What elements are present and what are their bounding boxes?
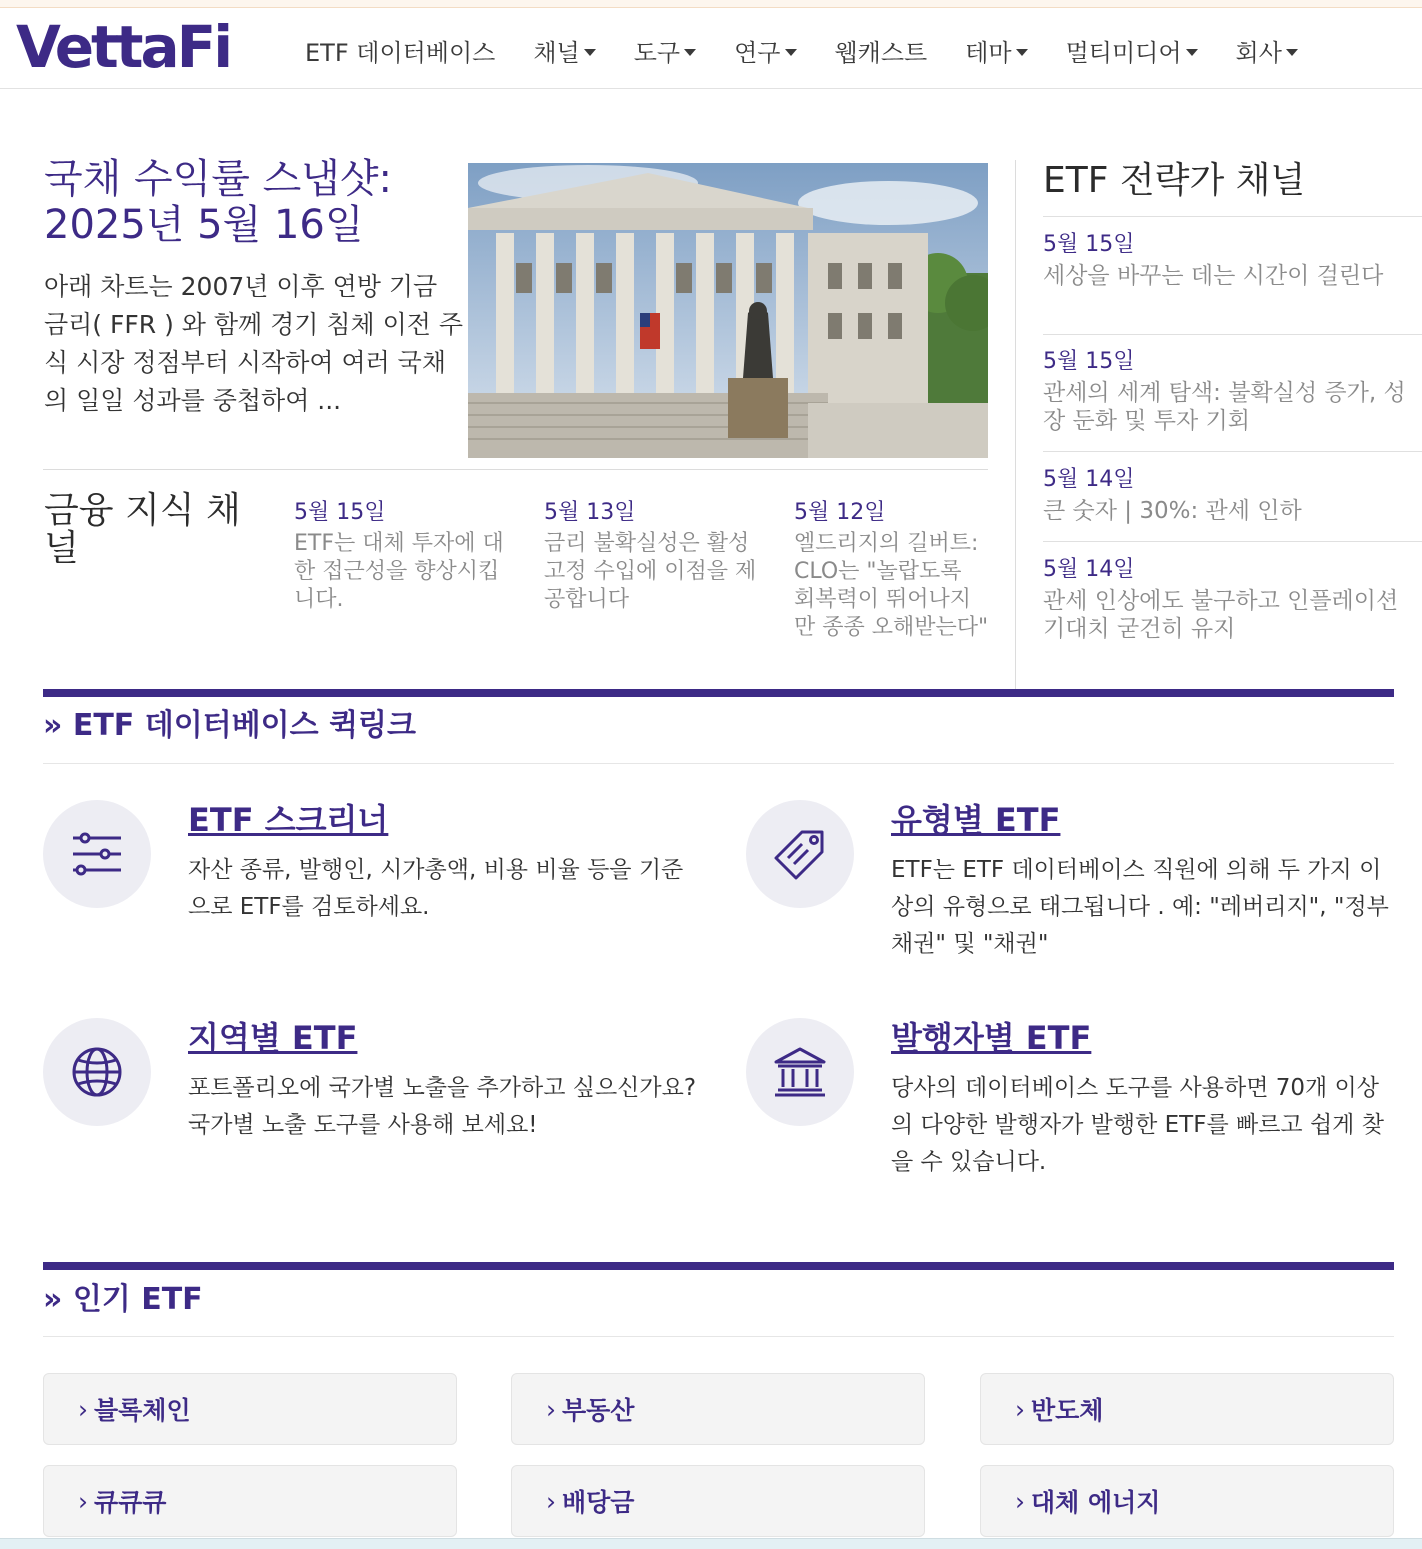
main-nav (305, 33, 1298, 68)
hero-treasury-building-image[interactable] (468, 163, 988, 458)
article-date: 5월 15일 (294, 500, 386, 525)
sliders-icon (69, 826, 125, 882)
popular-item-semiconductor[interactable] (980, 1373, 1394, 1445)
article-title[interactable]: 엘드리지의 길버트: CLO는 "놀랍도록 회복력이 뛰어나지만 종종 오해받는다" (794, 531, 989, 640)
nav-label: 멀티미디어 (1065, 39, 1182, 67)
quicklinks-section-bar (43, 689, 1394, 697)
strategist-article-2[interactable] (1043, 349, 1422, 435)
caret-down-icon (1016, 49, 1028, 56)
popular-item-alternative-energy[interactable] (980, 1465, 1394, 1537)
column-divider (1015, 160, 1016, 690)
nav-etf-database[interactable] (305, 33, 495, 68)
globe-icon (69, 1044, 125, 1100)
chevron-right-icon: › (78, 1486, 88, 1516)
strategist-divider (1043, 541, 1422, 542)
nav-themes[interactable] (965, 33, 1027, 68)
nav-company[interactable] (1236, 33, 1298, 68)
bank-icon (772, 1044, 828, 1100)
site-header (0, 9, 1422, 89)
vettafi-logo[interactable]: VettaFi (16, 13, 231, 81)
article-date: 5월 15일 (1043, 349, 1135, 374)
quicklinks-heading: » ETF 데이터베이스 퀵링크 (43, 708, 416, 743)
caret-down-icon (1186, 49, 1198, 56)
nav-label: ETF 데이터베이스 (305, 39, 496, 67)
caret-down-icon (684, 49, 696, 56)
financial-knowledge-channel-title[interactable]: 금융 지식 채널 (44, 490, 241, 569)
article-date: 5월 15일 (1043, 232, 1135, 257)
etf-strategist-channel-title[interactable]: ETF 전략가 채널 (1043, 160, 1306, 201)
article-date: 5월 12일 (794, 500, 886, 525)
hero-article-title[interactable]: 국채 수익률 스냅샷: 2025년 5월 16일 (44, 156, 393, 248)
quicklink-icon-circle[interactable] (746, 1018, 854, 1126)
quicklink-title[interactable]: 발행자별 ETF (891, 1019, 1092, 1057)
nav-multimedia[interactable] (1066, 33, 1198, 68)
chevron-right-icon: › (546, 1394, 556, 1424)
quicklink-description: 포트폴리오에 국가별 노출을 추가하고 싶으신가요? 국가별 노출 도구를 사용해 보세요! (188, 1075, 697, 1138)
article-title[interactable]: 관세 인상에도 불구하고 인플레이션 기대치 굳건히 유지 (1043, 588, 1399, 642)
article-date: 5월 14일 (1043, 557, 1135, 582)
caret-down-icon (785, 49, 797, 56)
popular-item-label: 부동산 (562, 1396, 635, 1425)
popular-section-bar (43, 1262, 1394, 1270)
nav-tools[interactable] (634, 33, 696, 68)
tag-icon (772, 826, 828, 882)
nav-webcasts[interactable] (835, 33, 928, 68)
chevron-right-icon: › (1015, 1486, 1025, 1516)
nav-label: 채널 (533, 39, 580, 67)
fk-article-3[interactable] (794, 500, 989, 642)
hero-article-description: 아래 차트는 2007년 이후 연방 기금 금리( FFR ) 와 함께 경기 침체 이전 주식 시장 정점부터 시작하여 여러 국채의 일일 성과를 중첩하여 ... (44, 272, 464, 415)
popular-item-dividend[interactable] (511, 1465, 925, 1537)
popular-item-label: 반도체 (1031, 1396, 1104, 1425)
hero-divider (43, 469, 988, 470)
popular-item-real-estate[interactable] (511, 1373, 925, 1445)
strategist-divider (1043, 334, 1422, 335)
strategist-divider (1043, 216, 1422, 217)
popular-heading: » 인기 ETF (43, 1282, 203, 1317)
nav-label: 웹캐스트 (834, 39, 928, 67)
quicklink-description: 자산 종류, 발행인, 시가총액, 비용 비율 등을 기준으로 ETF를 검토하세요. (188, 857, 684, 920)
quicklinks-heading-divider (43, 763, 1394, 764)
quicklink-title[interactable]: ETF 스크리너 (188, 801, 389, 839)
popular-item-label: 블록체인 (94, 1396, 191, 1425)
caret-down-icon (584, 49, 596, 56)
popular-heading-divider (43, 1336, 1394, 1337)
strategist-article-1[interactable] (1043, 232, 1422, 290)
chevron-right-icon: › (1015, 1394, 1025, 1424)
popular-item-label: 배당금 (562, 1488, 635, 1517)
nav-channels[interactable] (533, 33, 595, 68)
popular-item-blockchain[interactable] (43, 1373, 457, 1445)
quicklink-icon-circle[interactable] (43, 1018, 151, 1126)
popular-item-label: 대체 에너지 (1031, 1488, 1161, 1517)
chevron-right-icon: › (78, 1394, 88, 1424)
quicklink-description: 당사의 데이터베이스 도구를 사용하면 70개 이상의 다양한 발행자가 발행한 ETF를 빠르고 쉽게 찾을 수 있습니다. (891, 1075, 1384, 1175)
nav-label: 연구 (734, 39, 781, 67)
article-date: 5월 14일 (1043, 467, 1135, 492)
strategist-article-3[interactable] (1043, 467, 1422, 525)
nav-label: 회사 (1235, 39, 1282, 67)
quicklink-description: ETF는 ETF 데이터베이스 직원에 의해 두 가지 이상의 유형으로 태그됩니다 . 예: "레버리지", "정부 채권" 및 "채권" (891, 857, 1389, 957)
popular-item-qqq[interactable] (43, 1465, 457, 1537)
quicklink-title[interactable]: 지역별 ETF (188, 1019, 358, 1057)
article-title[interactable]: 관세의 세계 탐색: 불확실성 증가, 성장 둔화 및 투자 기회 (1043, 380, 1406, 434)
quicklink-icon-circle[interactable] (43, 800, 151, 908)
bottom-edge-bar (0, 1538, 1422, 1549)
popular-item-label: 큐큐큐 (94, 1488, 167, 1517)
nav-research[interactable] (734, 33, 796, 68)
article-title[interactable]: 금리 불확실성은 활성 고정 수입에 이점을 제공합니다 (544, 531, 757, 612)
article-title[interactable]: 세상을 바꾸는 데는 시간이 걸린다 (1043, 263, 1384, 289)
strategist-article-4[interactable] (1043, 557, 1422, 643)
quicklink-icon-circle[interactable] (746, 800, 854, 908)
fk-article-2[interactable] (544, 500, 764, 614)
caret-down-icon (1286, 49, 1298, 56)
article-date: 5월 13일 (544, 500, 636, 525)
article-title[interactable]: ETF는 대체 투자에 대한 접근성을 향상시킵니다. (294, 531, 504, 612)
strategist-divider (1043, 451, 1422, 452)
chevron-right-icon: › (546, 1486, 556, 1516)
quicklink-title[interactable]: 유형별 ETF (891, 801, 1061, 839)
nav-label: 도구 (633, 39, 681, 67)
article-title[interactable]: 큰 숫자 | 30%: 관세 인하 (1043, 498, 1302, 524)
top-accent-line (0, 0, 1422, 8)
fk-article-1[interactable] (294, 500, 514, 614)
nav-label: 테마 (965, 39, 1012, 67)
